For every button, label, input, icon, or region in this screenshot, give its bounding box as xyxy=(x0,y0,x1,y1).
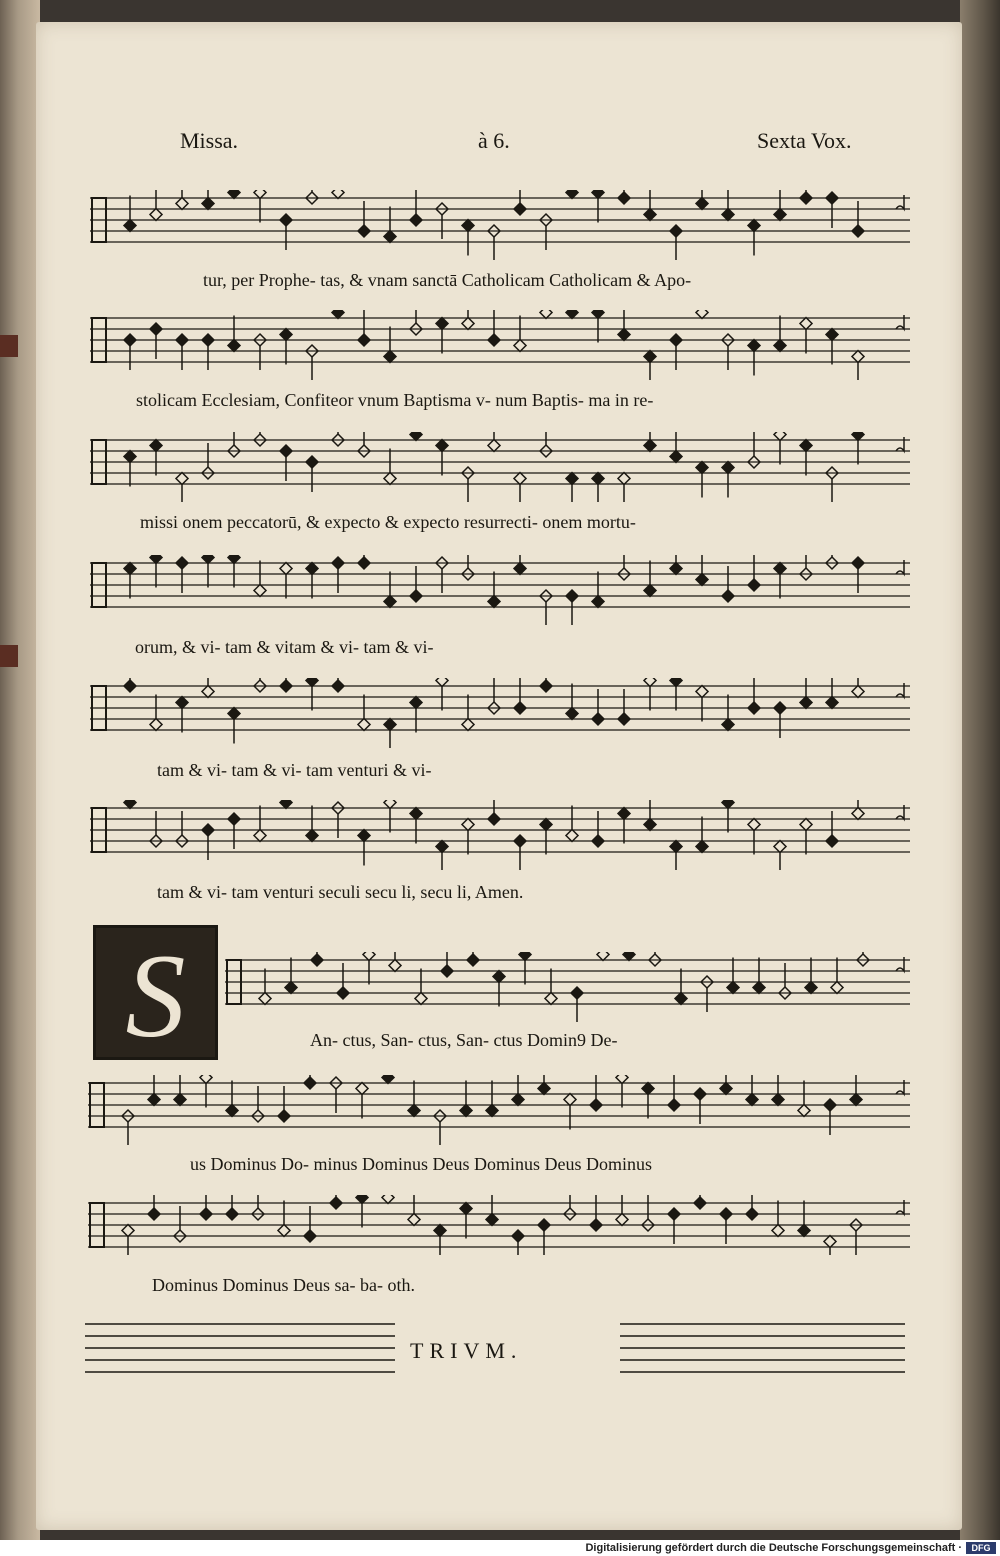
note xyxy=(644,678,656,711)
note xyxy=(200,1075,212,1108)
note xyxy=(384,207,396,243)
note xyxy=(592,689,604,725)
note xyxy=(644,432,656,452)
note xyxy=(720,1208,732,1244)
note xyxy=(566,806,578,842)
note xyxy=(150,695,162,731)
note xyxy=(748,220,760,256)
note xyxy=(774,702,786,738)
note xyxy=(514,190,526,215)
note xyxy=(254,678,266,692)
note xyxy=(670,678,682,711)
note xyxy=(592,811,604,847)
header-left: Missa. xyxy=(180,128,239,153)
note xyxy=(670,334,682,370)
note xyxy=(798,1201,810,1237)
note xyxy=(176,334,188,370)
note xyxy=(540,310,552,319)
note xyxy=(566,310,578,319)
note xyxy=(252,1195,264,1220)
note xyxy=(774,563,786,599)
note xyxy=(228,190,240,199)
note xyxy=(150,323,162,359)
lyric-line: An- ctus, San- ctus, San- ctus Domin9 De- xyxy=(310,1030,618,1050)
note xyxy=(566,473,578,503)
note xyxy=(852,351,864,381)
note xyxy=(176,190,188,210)
bookmark-tab xyxy=(0,335,18,357)
note xyxy=(670,555,682,575)
note xyxy=(408,1081,420,1117)
note xyxy=(356,1195,368,1228)
note xyxy=(670,432,682,463)
note xyxy=(564,1195,576,1220)
note xyxy=(722,695,734,731)
custos-mark xyxy=(896,1080,904,1094)
note xyxy=(358,201,370,237)
note xyxy=(774,316,786,352)
note xyxy=(644,800,656,831)
note xyxy=(462,819,474,855)
music-staff xyxy=(90,310,910,380)
book-edge-right xyxy=(960,0,1000,1540)
note xyxy=(150,190,162,221)
note xyxy=(774,841,786,871)
note xyxy=(566,190,578,199)
note xyxy=(540,678,552,692)
note xyxy=(590,1075,602,1111)
lyric-line: Dominus Dominus Deus sa- ba- oth. xyxy=(152,1275,415,1295)
custos-mark xyxy=(896,560,904,574)
note xyxy=(332,310,344,319)
note xyxy=(748,819,760,855)
note xyxy=(748,678,760,714)
note xyxy=(337,963,349,999)
note xyxy=(696,462,708,498)
note xyxy=(124,563,136,599)
note xyxy=(384,572,396,608)
note xyxy=(382,1075,394,1084)
note xyxy=(306,806,318,842)
note xyxy=(540,819,552,855)
note xyxy=(306,190,318,204)
note xyxy=(226,1195,238,1220)
note xyxy=(488,572,500,608)
note xyxy=(727,958,739,994)
custos-mark xyxy=(896,683,904,697)
note xyxy=(436,440,448,476)
note xyxy=(410,566,422,602)
note xyxy=(800,318,812,354)
note xyxy=(382,1195,394,1204)
note xyxy=(280,678,292,692)
note xyxy=(436,678,448,711)
note xyxy=(311,952,323,966)
note xyxy=(852,432,864,465)
note xyxy=(384,719,396,749)
music-staff xyxy=(225,952,910,1022)
note xyxy=(228,708,240,744)
note xyxy=(852,678,864,698)
note xyxy=(722,566,734,602)
note xyxy=(774,190,786,221)
music-staff xyxy=(90,190,910,260)
note xyxy=(826,678,838,709)
note xyxy=(800,440,812,476)
note xyxy=(675,969,687,1005)
note xyxy=(616,1075,628,1108)
note xyxy=(332,432,344,446)
note xyxy=(514,473,526,503)
note xyxy=(618,473,630,503)
lyric-line: tam & vi- tam venturi seculi secu li, secu li, Amen. xyxy=(157,882,524,902)
note xyxy=(590,1195,602,1231)
custos-mark xyxy=(896,195,904,209)
note xyxy=(696,817,708,853)
note xyxy=(226,1081,238,1117)
note xyxy=(285,958,297,994)
music-staff xyxy=(88,1195,910,1255)
note xyxy=(826,329,838,365)
note xyxy=(436,318,448,354)
note xyxy=(668,1075,680,1111)
lyric-line: stolicam Ecclesiam, Confiteor vnum Baptisma v- num Baptis- ma in re- xyxy=(136,390,654,410)
note xyxy=(148,1075,160,1106)
note xyxy=(384,449,396,485)
note xyxy=(670,841,682,871)
note xyxy=(519,952,531,985)
note xyxy=(852,800,864,820)
note xyxy=(228,555,240,588)
custos-mark xyxy=(896,805,904,819)
note xyxy=(124,800,136,809)
note xyxy=(852,201,864,237)
note xyxy=(254,432,266,446)
note xyxy=(332,678,344,692)
note xyxy=(254,806,266,842)
note xyxy=(202,555,214,588)
note xyxy=(512,1230,524,1255)
note xyxy=(202,678,214,698)
note xyxy=(514,555,526,575)
note xyxy=(486,1081,498,1117)
note xyxy=(592,190,604,223)
lyric-line: tam & vi- tam & vi- tam venturi & vi- xyxy=(157,760,432,780)
note xyxy=(408,1195,420,1226)
lyric-line: us Dominus Do- minus Dominus Deus Dominus Deus Dominus xyxy=(190,1154,653,1174)
note xyxy=(254,190,266,223)
note xyxy=(592,473,604,503)
music-staff xyxy=(90,432,910,502)
note xyxy=(642,1083,654,1119)
note xyxy=(434,1225,446,1256)
note xyxy=(228,813,240,849)
note xyxy=(148,1195,160,1220)
note xyxy=(259,969,271,1005)
note xyxy=(592,572,604,608)
music-staff xyxy=(90,555,910,625)
note xyxy=(512,1075,524,1106)
note xyxy=(280,800,292,809)
note xyxy=(332,557,344,593)
note xyxy=(831,958,843,994)
note xyxy=(358,310,370,346)
bookmark-tab xyxy=(0,645,18,667)
note xyxy=(410,310,422,335)
note xyxy=(280,329,292,365)
lyric-line: tur, per Prophe- tas, & vnam sanctā Catholicam Catholicam & Apo- xyxy=(203,270,692,290)
note xyxy=(280,214,292,250)
note xyxy=(488,432,500,452)
note xyxy=(436,841,448,871)
note xyxy=(800,819,812,855)
note xyxy=(540,432,552,457)
note xyxy=(644,190,656,221)
lyric-line: missi onem peccatorū, & expecto & expecto resurrecti- onem mortu- xyxy=(140,512,636,532)
note xyxy=(826,811,838,847)
note xyxy=(462,220,474,256)
music-staff xyxy=(90,800,910,870)
note xyxy=(564,1094,576,1130)
header-center: à 6. xyxy=(478,128,510,153)
note xyxy=(805,958,817,994)
note xyxy=(488,310,500,346)
note xyxy=(748,340,760,376)
book-edge-left xyxy=(0,0,40,1540)
note xyxy=(441,952,453,977)
note xyxy=(306,563,318,599)
note xyxy=(748,555,760,591)
note xyxy=(410,432,422,441)
note xyxy=(592,310,604,343)
note xyxy=(668,1208,680,1244)
note xyxy=(122,1225,134,1256)
note xyxy=(415,969,427,1005)
note xyxy=(772,1075,784,1106)
note xyxy=(150,440,162,476)
custos-mark xyxy=(896,957,904,971)
note xyxy=(363,952,375,985)
note xyxy=(696,555,708,586)
note xyxy=(384,800,396,833)
note xyxy=(460,1203,472,1239)
note xyxy=(228,432,240,457)
note xyxy=(623,952,635,961)
note xyxy=(124,334,136,370)
note xyxy=(486,1195,498,1226)
footer-credit: Digitalisierung gefördert durch die Deutsche Forschungsgemeinschaft · xyxy=(585,1542,962,1554)
note xyxy=(746,1195,758,1220)
note xyxy=(722,800,734,833)
note xyxy=(649,952,661,966)
note xyxy=(124,678,136,692)
note xyxy=(176,697,188,733)
note xyxy=(850,1075,862,1106)
dfg-logo: DFG xyxy=(966,1542,996,1554)
note xyxy=(696,190,708,210)
note xyxy=(774,432,786,465)
note xyxy=(254,561,266,597)
note xyxy=(514,316,526,352)
note xyxy=(278,1086,290,1122)
note xyxy=(852,557,864,593)
note xyxy=(358,695,370,731)
lyric-line: orum, & vi- tam & vitam & vi- tam & vi- xyxy=(135,637,434,657)
note xyxy=(514,678,526,714)
note xyxy=(800,678,812,709)
note xyxy=(176,473,188,503)
music-staff xyxy=(88,1075,910,1145)
note xyxy=(306,678,318,711)
note xyxy=(722,462,734,498)
note xyxy=(545,969,557,1005)
note xyxy=(566,684,578,720)
custos-mark xyxy=(896,437,904,451)
note xyxy=(618,555,630,580)
note xyxy=(176,557,188,593)
note xyxy=(618,190,630,204)
note xyxy=(826,192,838,228)
note xyxy=(410,808,422,844)
note xyxy=(538,1219,550,1255)
note xyxy=(538,1075,550,1095)
note xyxy=(618,310,630,341)
note xyxy=(644,561,656,597)
note xyxy=(358,432,370,457)
note xyxy=(202,190,214,210)
note xyxy=(124,196,136,232)
note xyxy=(753,958,765,994)
music-staff xyxy=(90,678,910,748)
note xyxy=(800,190,812,204)
note xyxy=(278,1201,290,1237)
note xyxy=(824,1236,836,1256)
note xyxy=(304,1206,316,1242)
note xyxy=(720,1075,732,1095)
note xyxy=(460,1081,472,1117)
note xyxy=(800,555,812,580)
header-right: Sexta Vox. xyxy=(757,128,852,153)
note xyxy=(798,1081,810,1117)
note xyxy=(228,316,240,352)
note xyxy=(696,686,708,722)
note xyxy=(280,445,292,481)
note xyxy=(150,555,162,588)
note xyxy=(332,190,344,199)
note xyxy=(694,1088,706,1124)
note xyxy=(280,563,292,599)
note xyxy=(358,555,370,569)
note xyxy=(616,1195,628,1226)
decorated-initial: S xyxy=(93,925,218,1060)
note xyxy=(202,334,214,370)
note xyxy=(384,327,396,363)
note xyxy=(462,695,474,731)
note xyxy=(857,952,869,966)
note xyxy=(746,1075,758,1106)
section-title: TRIVM. xyxy=(410,1338,523,1363)
note xyxy=(488,800,500,825)
note xyxy=(202,824,214,860)
note xyxy=(462,555,474,580)
note xyxy=(696,310,708,319)
note xyxy=(410,190,422,226)
note xyxy=(824,1099,836,1135)
note xyxy=(124,451,136,487)
note xyxy=(174,1075,186,1106)
note xyxy=(200,1195,212,1220)
note xyxy=(644,351,656,381)
note xyxy=(722,190,734,221)
note xyxy=(356,1083,368,1119)
note xyxy=(304,1075,316,1089)
note xyxy=(358,830,370,866)
note xyxy=(694,1195,706,1209)
note xyxy=(597,952,609,961)
note xyxy=(330,1195,342,1209)
note xyxy=(618,689,630,725)
note xyxy=(410,697,422,733)
custos-mark xyxy=(896,1200,904,1214)
note xyxy=(306,456,318,492)
custos-mark xyxy=(896,315,904,329)
note xyxy=(389,952,401,972)
note xyxy=(462,310,474,330)
note xyxy=(618,808,630,844)
note xyxy=(772,1201,784,1237)
note xyxy=(467,952,479,966)
note xyxy=(826,555,838,569)
note xyxy=(493,971,505,1007)
